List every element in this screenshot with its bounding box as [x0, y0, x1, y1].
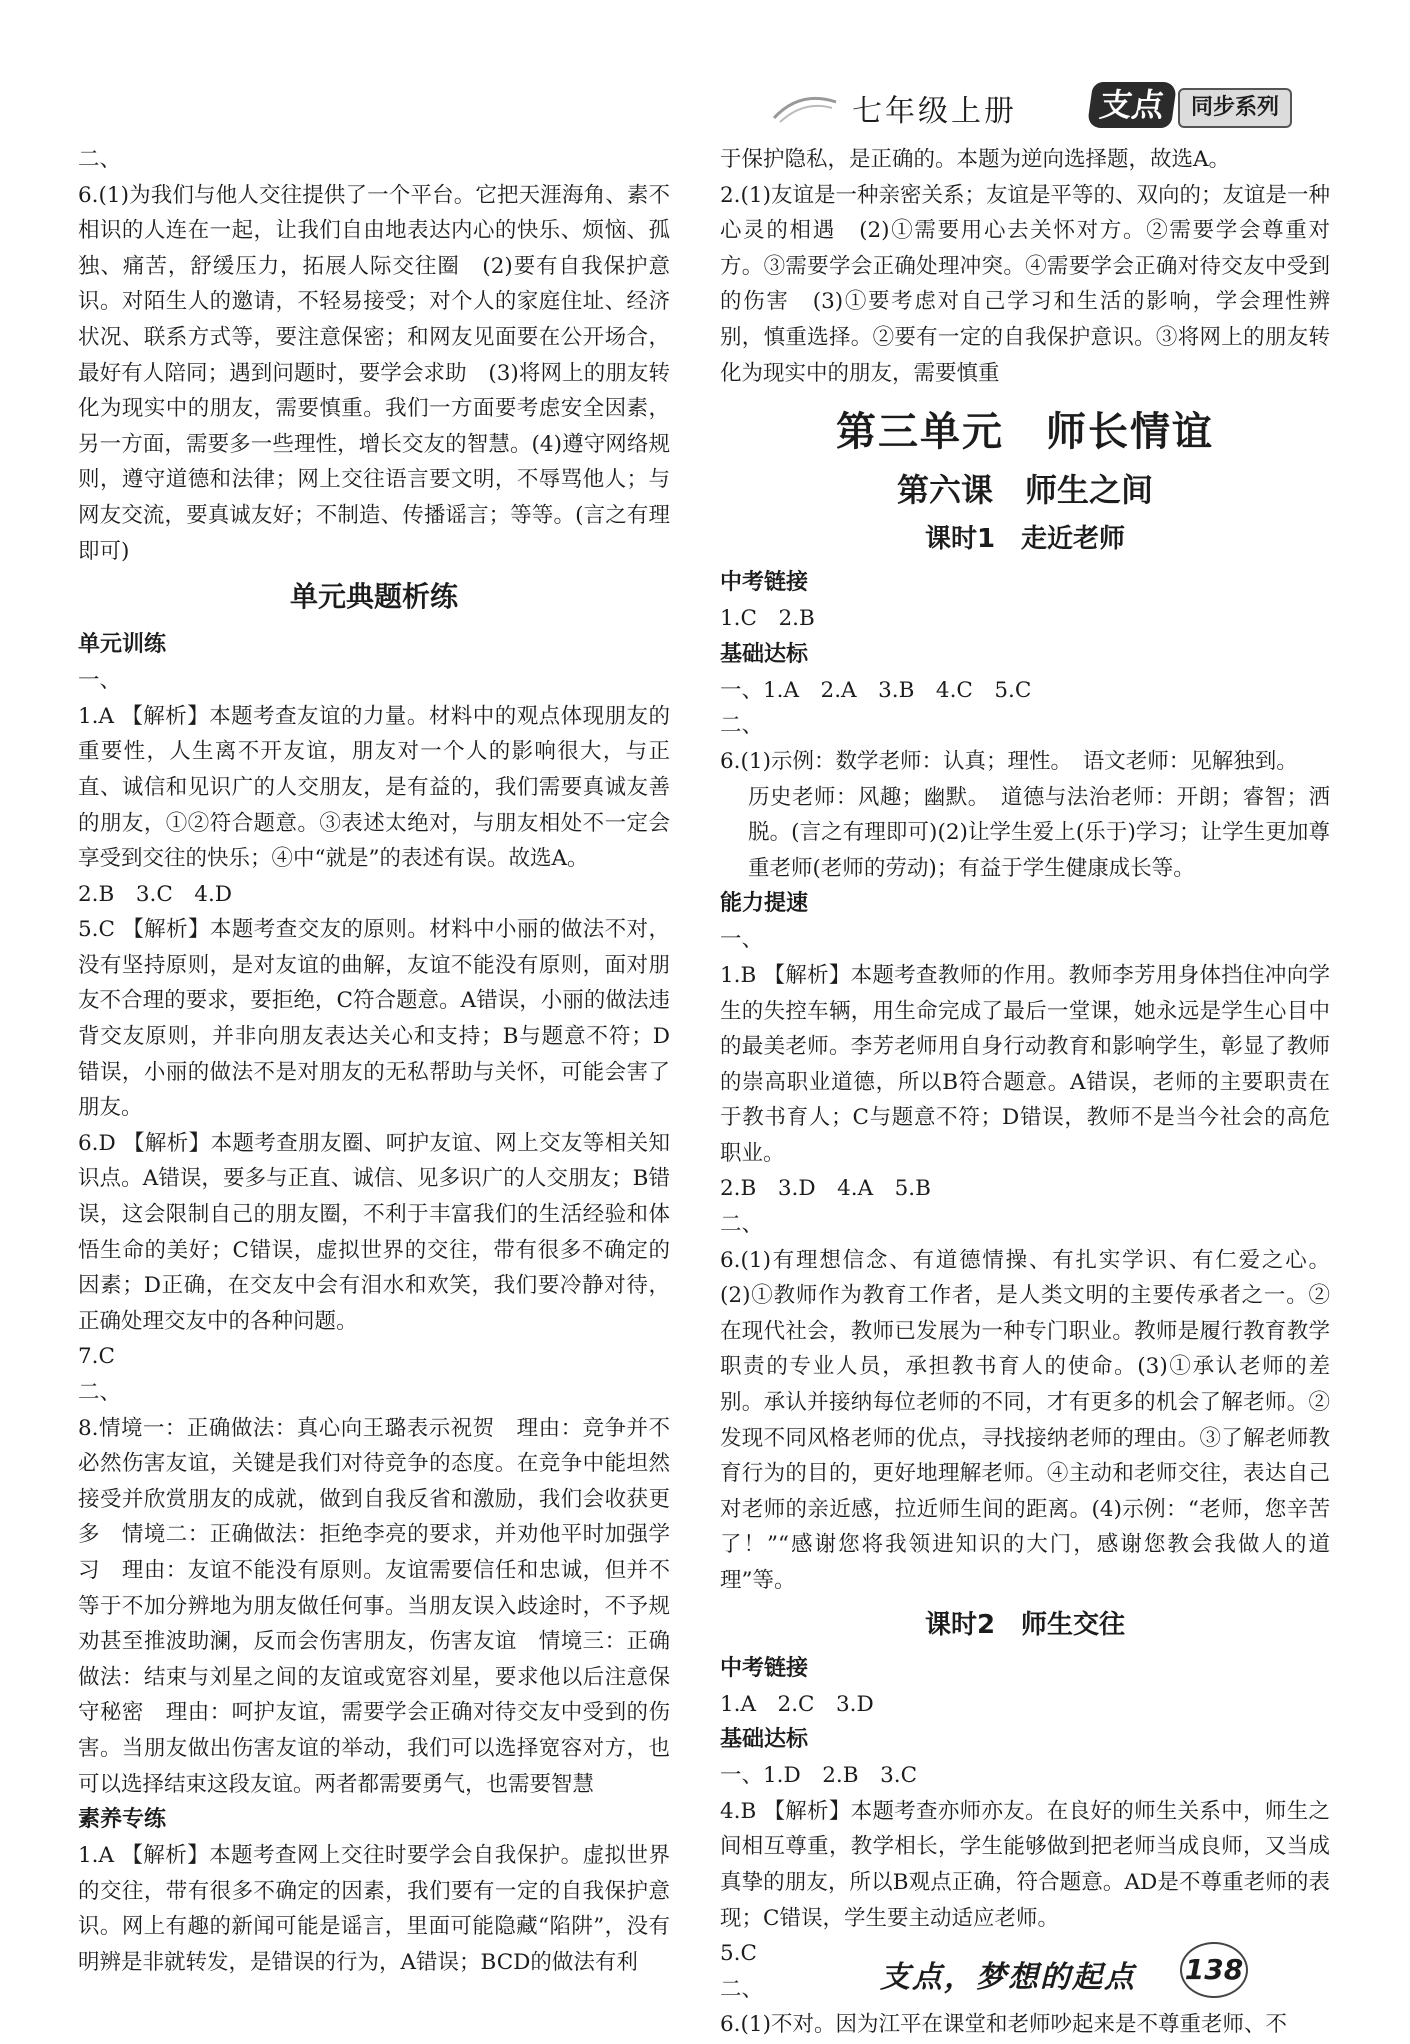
- section-title-basic: 基础达标: [720, 641, 809, 667]
- answer-paragraph: 历史老师：风趣；幽默。 道德与法治老师：开朗；睿智；洒脱。(言之有理即可)(2)让学生爱上(乐于)学习；让学生更加尊重老师(老师的劳动)；有益于学生健康成长等。: [748, 784, 1330, 881]
- answer-paragraph: 6.(1)为我们与他人交往提供了一个平台。它把天涯海角、素不相识的人连在一起，让我们自由地表达内心的快乐、烦恼、孤独、痛苦，舒缓压力，拓展人际交往圈 (2)要有自我保护意识。对陌生人的邀请，不轻易接受；对个人的家庭住址、经济状况、联系方式等，要注意保密；和网友见面要在公开场合，最好有人陪同；遇到问题时，要学会求助 (3)将网上的朋友转化为现实中的朋友，需要慎重。我们一方面要考虑安全因素，另一方面，需要多一些理性，增长交友的智慧。(4)遵守网络规则，遵守道德和法律；网上交往语言要文明，不辱骂他人；与网友交流，要真诚友好；不制造、传播谣言；等等。(言之有理即可): [78, 182, 670, 564]
- section-marker: 一、: [78, 668, 122, 694]
- answer-paragraph: 1.B 【解析】本题考查教师的作用。教师李芳用身体挡住冲向学生的失控车辆，用生命完成了最后一堂课，她永远是学生心目中的最美老师。李芳老师用自身行动教育和影响学生，彰显了教师的崇高职业道德，所以B符合题意。A错误，老师的主要职责在于教书育人；C与题意不符；D错误，教师不是当今社会的高危职业。: [720, 962, 1330, 1166]
- section-title-ability: 能力提速: [720, 891, 809, 917]
- brand-logo: 支点: [1087, 82, 1177, 128]
- answer-line: 1.A 2.C 3.D: [720, 1691, 874, 1717]
- answer-paragraph: 2.(1)友谊是一种亲密关系；友谊是平等的、双向的；友谊是一种心灵的相遇 (2)①需要用心去关怀对方。②需要学会尊重对方。③需要学会正确处理冲突。④需要学会正确对待交友中受到的伤害 (3)①要考虑对自己学习和生活的影响，学会理性辨别，慎重选择。②要有一定的自我保护意识。③将网上的朋友转化为现实中的朋友，需要慎重: [720, 182, 1330, 386]
- section-title-basic: 基础达标: [720, 1727, 809, 1753]
- answer-paragraph: 6.D 【解析】本题考查朋友圈、呵护友谊、网上交友等相关知识点。A错误，要多与正直、诚信、见多识广的人交朋友；B错误，这会限制自己的朋友圈，不利于丰富我们的生活经验和体悟生命的美好；C错误，虚拟世界的交往，带有很多不确定的因素；D正确，在交友中会有泪水和欢笑，我们要冷静对待，正确处理交友中的各种问题。: [78, 1130, 670, 1334]
- page-footer: [880, 1942, 1280, 2002]
- section-title-unit-training: 单元训练: [78, 632, 167, 658]
- section-marker: 二、: [78, 1380, 122, 1405]
- period-title-1: 课时1 走近老师: [924, 524, 1126, 555]
- answer-line: 2.B 3.C 4.D: [78, 881, 233, 907]
- lesson-title: 第六课 师生之间: [896, 471, 1153, 510]
- section-marker: 二、: [720, 713, 764, 739]
- swoosh-decoration-icon: [770, 88, 840, 128]
- unit-exercise-heading: 单元典题析练: [289, 580, 458, 614]
- answer-paragraph: 8.情境一：正确做法：真心向王璐表示祝贺 理由：竞争并不必然伤害友谊，关键是我们对待竞争的态度。在竞争中能坦然接受并欣赏朋友的成就，做到自我反省和激励，我们会收获更多 情境二：正确做法：拒绝李亮的要求，并劝他平时加强学习 理由：友谊不能没有原则。友谊需要信任和忠诚，但并不等于不加分辨地为朋友做任何事。当朋友误入歧途时，不予规劝甚至推波助澜，反而会伤害朋友，伤害友谊 情境三：正确做法：结束与刘星之间的友谊或宽容刘星，要求他以后注意保守秘密 理由：呵护友谊，需要学会正确对待交友中受到的伤害。当朋友做出伤害友谊的举动，我们可以选择宽容对方，也可以选择结束这段友谊。两者都需要勇气，也需要智慧: [78, 1415, 670, 1797]
- answer-line: 一、1.D 2.B 3.C: [720, 1763, 918, 1789]
- section-marker: 二、: [720, 1976, 764, 2002]
- grade-label: 七年级上册: [852, 94, 1017, 129]
- section-marker: 二、: [78, 147, 122, 172]
- section-title-exam-link: 中考链接: [720, 1655, 809, 1681]
- left-column: [78, 142, 670, 1981]
- answer-line: 1.C 2.B: [720, 606, 815, 632]
- series-badge: 同步系列: [1178, 88, 1292, 128]
- section-title-literacy: 素养专练: [78, 1807, 167, 1833]
- unit-title: 第三单元 师长情谊: [836, 409, 1214, 456]
- answer-line: 一、1.A 2.A 3.B 4.C 5.C: [720, 677, 1032, 703]
- footer-slogan: 支点，梦想的起点: [880, 1960, 1136, 1995]
- answer-paragraph: 6.(1)有理想信念、有道德情操、有扎实学识、有仁爱之心。(2)①教师作为教育工作者，是人类文明的主要传承者之一。②在现代社会，教师已发展为一种专门职业。教师是履行教育教学职责的专业人员，承担教书育人的使命。(3)①承认老师的差别。承认并接纳每位老师的不同，才有更多的机会了解老师。②发现不同风格老师的优点，寻找接纳老师的理由。③了解老师教育行为的目的，更好地理解老师。④主动和老师交往，表达自己对老师的亲近感，拉近师生间的距离。(4)示例：“老师，您辛苦了！”“感谢您将我领进知识的大门，感谢您教会我做人的道理”等。: [720, 1247, 1330, 1593]
- page-number: 138: [1180, 1942, 1248, 1998]
- right-column: [720, 142, 1330, 2043]
- answer-line: 7.C: [78, 1344, 115, 1370]
- answer-paragraph: 于保护隐私，是正确的。本题为逆向选择题，故选A。: [720, 147, 1231, 172]
- page-header: [770, 82, 1290, 134]
- answer-line: 6.(1)不对。因为江平在课堂和老师吵起来是不尊重老师、不: [720, 2012, 1287, 2038]
- answer-paragraph: 1.A 【解析】本题考查网上交往时要学会自我保护。虚拟世界的交往，带有很多不确定的因素，我们要有一定的自我保护意识。网上有趣的新闻可能是谣言，里面可能隐藏“陷阱”，没有明辨是非就转发，是错误的行为，A错误；BCD的做法有利: [78, 1843, 670, 1975]
- answer-line: 5.C: [720, 1941, 757, 1967]
- answer-line: 6.(1)示例：数学老师：认真；理性。 语文老师：见解独到。: [720, 748, 1298, 774]
- section-title-exam-link: 中考链接: [720, 570, 809, 596]
- section-marker: 一、: [720, 927, 764, 953]
- section-marker: 二、: [720, 1212, 764, 1238]
- answer-paragraph: 4.B 【解析】本题考查亦师亦友。在良好的师生关系中，师生之间相互尊重，教学相长，学生能够做到把老师当成良师，又当成真挚的朋友，所以B观点正确，符合题意。AD是不尊重老师的表现；C错误，学生要主动适应老师。: [720, 1798, 1330, 1931]
- answer-paragraph: 1.A 【解析】本题考查友谊的力量。材料中的观点体现朋友的重要性，人生离不开友谊，朋友对一个人的影响很大，与正直、诚信和见识广的人交朋友，是有益的，我们需要真诚友善的朋友，①②符合题意。③表述太绝对，与朋友相处不一定会享受到交往的快乐；④中“就是”的表述有误。故选A。: [78, 703, 670, 872]
- period-title-2: 课时2 师生交往: [924, 1609, 1126, 1640]
- answer-paragraph: 5.C 【解析】本题考查交友的原则。材料中小丽的做法不对，没有坚持原则，是对友谊的曲解，友谊不能没有原则，面对朋友不合理的要求，要拒绝，C符合题意。A错误，小丽的做法违背交友原则，并非向朋友表达关心和支持；B与题意不符；D错误，小丽的做法不是对朋友的无私帮助与关怀，可能会害了朋友。: [78, 917, 670, 1121]
- answer-line: 2.B 3.D 4.A 5.B: [720, 1176, 931, 1202]
